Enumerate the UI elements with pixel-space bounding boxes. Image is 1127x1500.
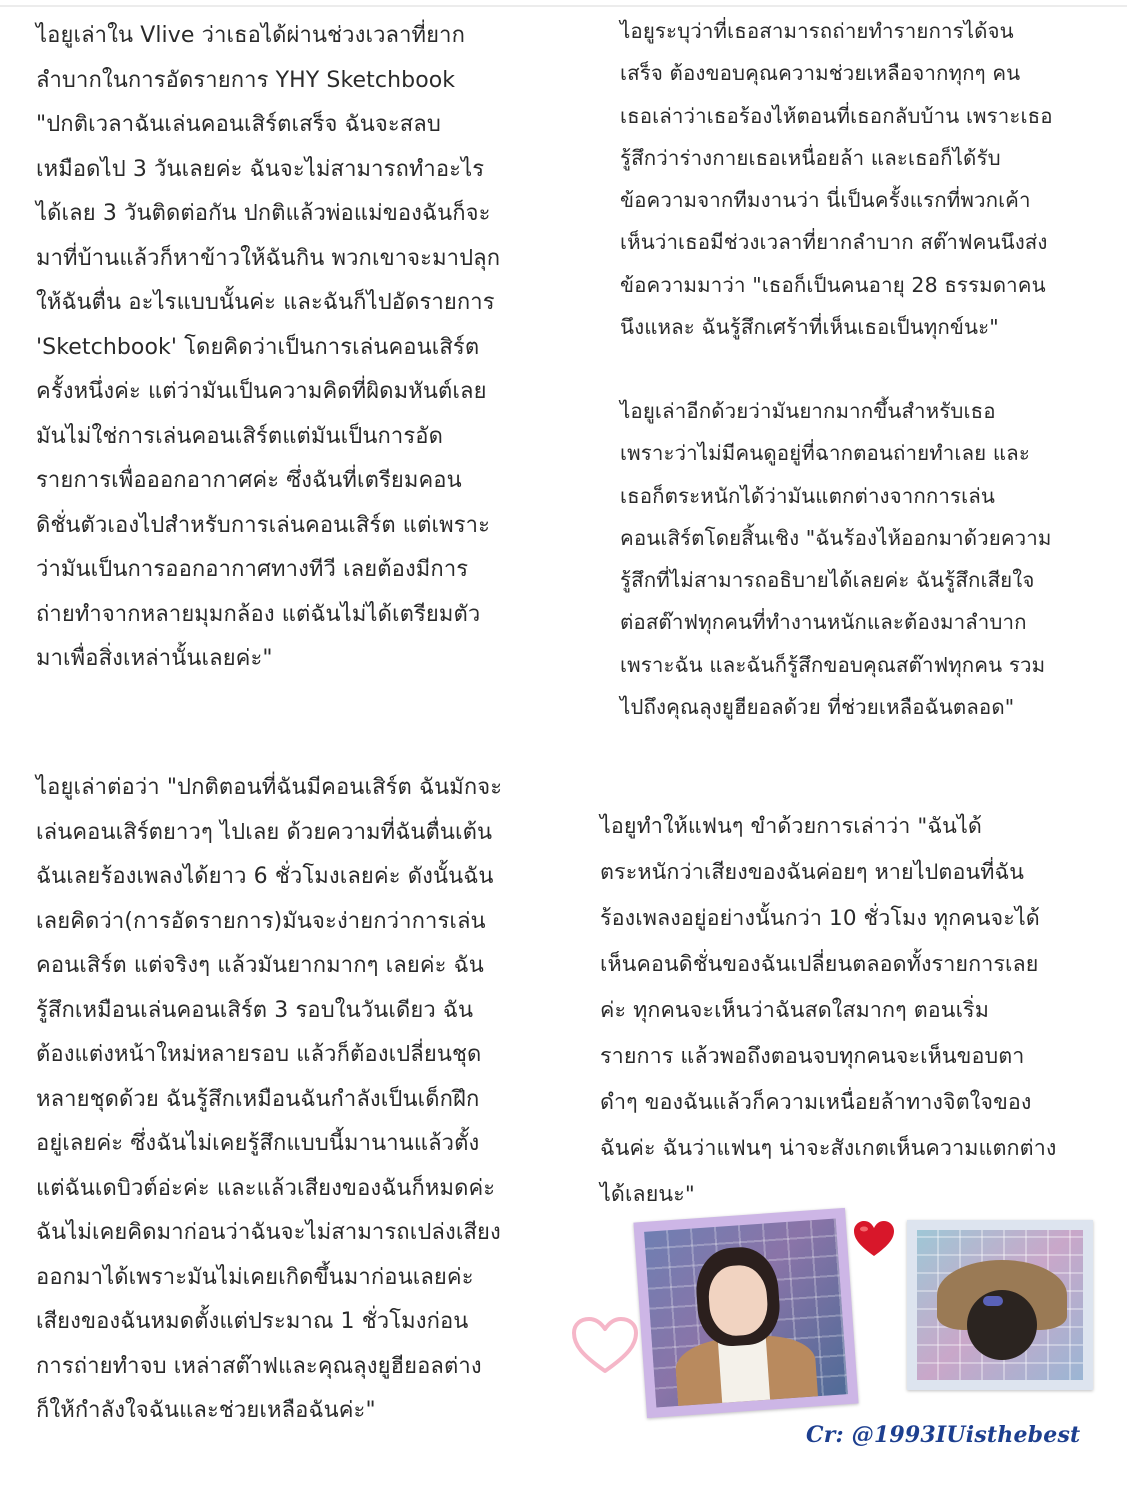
person-shirt — [718, 1336, 771, 1408]
right-paragraph-1: ไอยูระบุว่าที่เธอสามารถถ่ายทำรายการได้จน เสร็จ ต้องขอบคุณความช่วยเหลือจากทุกๆ คน เธอเล่าว่าเธอร้องไห้ตอนที่เธอกลับบ้าน เพราะเธอ รู้สึกว่าร่างกายเธอเหนื่อยล้า และเธอก็ได้รับ ข้อความจากทีมงานว่า นี่เป็นครั้งแรกที่พวกเค้า เห็นว่าเธอมีช่วงเวลาที่ยากลำบาก สต๊าฟคนนึงส่ง ข้อความมาว่า "เธอก็เป็นคนอายุ 28 ธรรมดาคน นึงแหละ ฉันรู้สึกเศร้าที่เห็นเธอเป็นทุกข์นะ" — [620, 19, 1053, 340]
photo-bowing — [907, 1220, 1093, 1390]
credit-text: Cr: @1993IUisthebest — [806, 1422, 1081, 1448]
heart-outline-icon — [570, 1315, 640, 1377]
right-paragraph-3: ไอยูทำให้แฟนๆ ขำด้วยการเล่าว่า "ฉันได้ ตระหนักว่าเสียงของฉันค่อยๆ หายไปตอนที่ฉัน ร้องเพลงอยู่อย่างนั้นกว่า 10 ชั่วโมง ทุกคนจะได้ เห็นคอนดิชั่นของฉันเปลี่ยนตลอดทั้งรายการเลย ค่ะ ทุกคนจะเห็นว่าฉันสดใสมากๆ ตอนเริ่ม รายการ แล้วพอถึงตอนจบทุกคนจะเห็นขอบตา ดำๆ ของฉันแล้วก็ความเหนื่อยล้าทางจิตใจของ ฉันค่ะ ฉันว่าแฟนๆ น่าจะสังเกตเห็นความแตกต่าง ได้เลยนะ" — [600, 814, 1057, 1207]
heart-red-icon — [852, 1219, 896, 1259]
right-paragraph-2: ไอยูเล่าอีกด้วยว่ามันยากมากขึ้นสำหรับเธอ เพราะว่าไม่มีคนดูอยู่ที่ฉากตอนถ่ายทำเลย และ เธอก็ตระหนักได้ว่ามันแตกต่างจากการเล่น คอนเสิร์ตโดยสิ้นเชิง "ฉันร้องไห้ออกมาด้วยความ รู้สึกที่ไม่สามารถอธิบายได้เลยค่ะ ฉันรู้สึกเสียใจ ต่อสต๊าฟทุกคนที่ทำงานหนักและต้องมาลำบาก เพราะฉัน และฉันก็รู้สึกขอบคุณสต๊าฟทุกคน รวม ไปถึงคุณลุงยูฮียอลด้วย ที่ช่วยเหลือฉันตลอด" — [620, 399, 1052, 720]
photo-smiling — [633, 1208, 858, 1418]
person-hair-tie — [983, 1296, 1003, 1306]
photo-smiling-image — [644, 1219, 848, 1408]
top-divider — [0, 5, 1127, 7]
photo-bowing-image — [917, 1230, 1083, 1380]
left-paragraph-1: ไอยูเล่าใน Vlive ว่าเธอได้ผ่านช่วงเวลาที่ยาก ลำบากในการอัดรายการ YHY Sketchbook "ปกติเวลาฉันเล่นคอนเสิร์ตเสร็จ ฉันจะสลบ เหมือดไป 3 วันเลยค่ะ ฉันจะไม่สามารถทำอะไร ได้เลย 3 วันติดต่อกัน ปกติแล้วพ่อแม่ของฉันก็จะ มาที่บ้านแล้วก็หาข้าวให้ฉันกิน พวกเขาจะมาปลุก ให้ฉันตื่น อะไรแบบนั้นค่ะ และฉันก็ไปอัดรายการ 'Sketchbook' โดยคิดว่าเป็นการเล่นคอนเสิร์ต ครั้งหนึ่งค่ะ แต่ว่ามันเป็นความคิดที่ผิดมหันต์เลย มันไม่ใช่การเล่นคอนเสิร์ตแต่มันเป็นการอัด รายการเพื่อออกอากาศค่ะ ซึ่งฉันที่เตรียมคอน ดิชั่นตัวเองไปสำหรับการเล่นคอนเสิร์ต แต่เพราะ ว่ามันเป็นการออกอากาศทางทีวี เลยต้องมีการ ถ่ายทำจากหลายมุมกล้อง แต่ฉันไม่ได้เตรียมตัว มาเพื่อสิ่งเหล่านั้นเลยค่ะ" — [36, 23, 501, 671]
left-paragraph-2: ไอยูเล่าต่อว่า "ปกติตอนที่ฉันมีคอนเสิร์ต ฉันมักจะ เล่นคอนเสิร์ตยาวๆ ไปเลย ด้วยความที่ฉันตื่นเต้น ฉันเลยร้องเพลงได้ยาว 6 ชั่วโมงเลยค่ะ ดังนั้นฉัน เลยคิดว่า(การอัดรายการ)มันจะง่ายกว่าการเล่น คอนเสิร์ต แต่จริงๆ แล้วมันยากมากๆ เลยค่ะ ฉัน รู้สึกเหมือนเล่นคอนเสิร์ต 3 รอบในวันเดียว ฉัน ต้องแต่งหน้าใหม่หลายรอบ แล้วก็ต้องเปลี่ยนชุด หลายชุดด้วย ฉันรู้สึกเหมือนฉันกำลังเป็นเด็กฝึก อยู่เลยค่ะ ซึ่งฉันไม่เคยรู้สึกแบบนี้มานานแล้วตั้ง แต่ฉันเดบิวต์อ่ะค่ะ และแล้วเสียงของฉันก็หมดค่ะ ฉันไม่เคยคิดมาก่อนว่าฉันจะไม่สามารถเปล่งเสียง ออกมาได้เพราะมันไม่เคยเกิดขึ้นมาก่อนเลยค่ะ เสียงของฉันหมดตั้งแต่ประมาณ 1 ชั่วโมงก่อน การถ่ายทำจบ เหล่าสต๊าฟและคุณลุงยูฮียอลต่าง ก็ให้กำลังใจฉันและช่วยเหลือฉันค่ะ" — [36, 775, 503, 1423]
